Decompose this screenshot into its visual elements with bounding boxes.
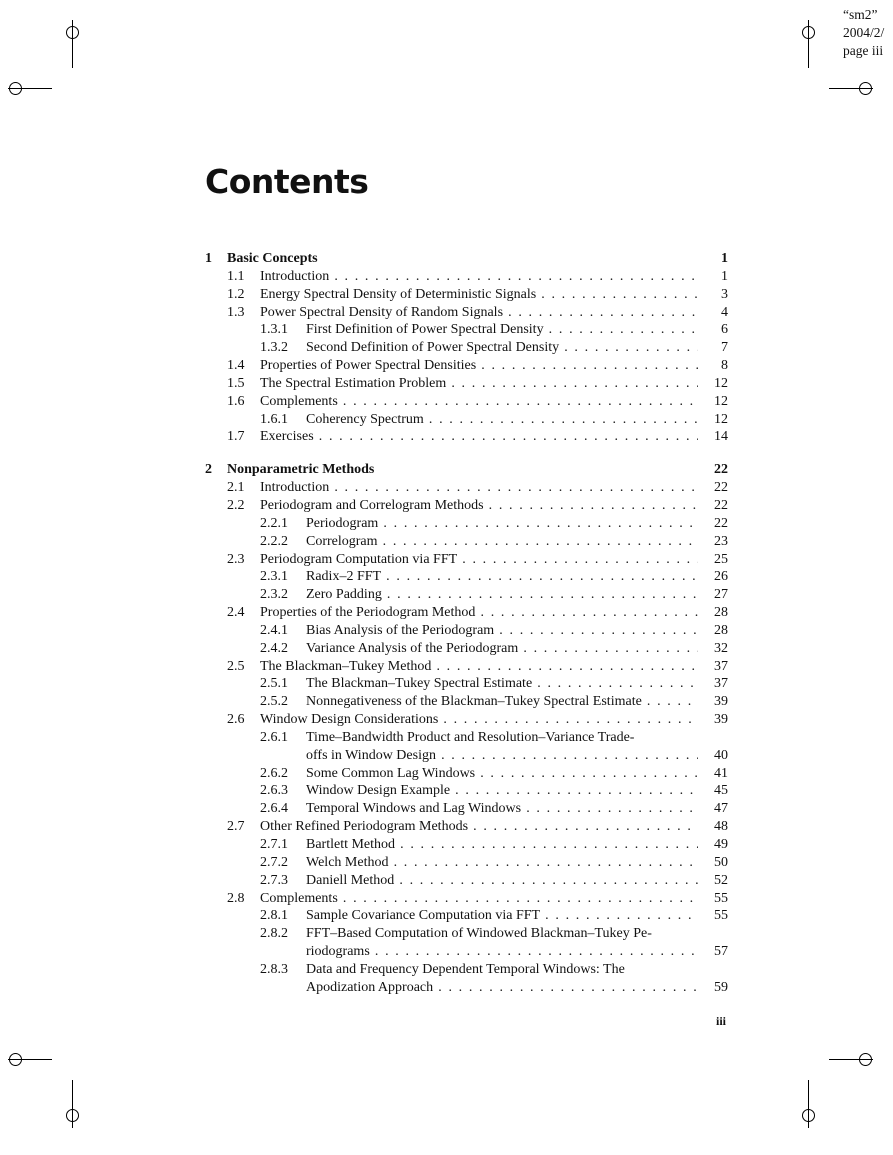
toc-entry-page: 59 <box>714 979 728 995</box>
toc-entry[interactable] <box>205 640 728 658</box>
toc-entry-page: 45 <box>714 783 728 799</box>
toc-entry-title: Exercises . . . <box>260 428 698 446</box>
toc-entry-title: Basic Concepts <box>227 251 318 266</box>
toc-entry-title: Window Design Example . . . <box>306 782 698 800</box>
toc-entry-title: Periodogram Computation via FFT . . . <box>260 551 698 569</box>
toc-entry[interactable] <box>205 551 728 569</box>
toc-entry-page: 8 <box>721 358 728 374</box>
toc-entry-title: Zero Padding . . . <box>306 586 698 604</box>
toc-entry-page: 39 <box>714 694 728 710</box>
toc-entry-title: Second Definition of Power Spectral Density . . . <box>306 339 698 357</box>
toc-entry-number: 2.5.2 <box>260 694 288 710</box>
toc-entry-number: 2.6.1 <box>260 729 288 745</box>
toc-entry-page: 28 <box>714 605 728 621</box>
toc-entry-number: 2.2.1 <box>260 515 288 531</box>
toc-entry[interactable] <box>205 872 728 890</box>
toc-entry[interactable] <box>205 729 728 747</box>
toc-entry-title: Temporal Windows and Lag Windows . . . <box>306 800 698 818</box>
toc-entry[interactable] <box>205 925 728 943</box>
toc-entry-title: Properties of Power Spectral Densities . . . <box>260 357 698 375</box>
toc-entry-title: Radix–2 FFT . . . <box>306 568 698 586</box>
toc-entry-number: 2.4.2 <box>260 640 288 656</box>
toc-entry-number: 1.4 <box>227 358 245 374</box>
toc-entry-number: 2.7 <box>227 819 245 835</box>
toc-entry[interactable] <box>205 800 728 818</box>
toc-entry-number: 2.3.2 <box>260 587 288 603</box>
toc-entry-page: 1 <box>721 251 728 266</box>
toc-entry-title: Energy Spectral Density of Deterministic Signals . . . <box>260 286 698 304</box>
toc-entry[interactable] <box>205 586 728 604</box>
toc-entry[interactable] <box>205 304 728 322</box>
toc-entry-page: 40 <box>714 747 728 763</box>
stamp-line-1: “sm2” <box>843 7 878 22</box>
toc-entry[interactable] <box>205 393 728 411</box>
toc-entry-number: 2.6.2 <box>260 765 288 781</box>
toc-entry-page: 22 <box>714 480 728 496</box>
toc-entry-number: 1 <box>205 251 212 266</box>
toc-entry-title: Properties of the Periodogram Method . . . <box>260 604 698 622</box>
toc-entry[interactable] <box>205 765 728 783</box>
toc-entry-title: Bias Analysis of the Periodogram . . . <box>306 622 698 640</box>
toc-entry-number: 2.8.3 <box>260 961 288 977</box>
toc-entry-page: 12 <box>714 375 728 391</box>
toc-entry-number: 2.8.1 <box>260 908 288 924</box>
toc-entry-number: 2.6 <box>227 712 245 728</box>
toc-entry[interactable] <box>205 515 728 533</box>
toc-entry-title: Variance Analysis of the Periodogram . . . <box>306 640 698 658</box>
toc-entry-page: 1 <box>721 268 728 284</box>
toc-entry-title: Time–Bandwidth Product and Resolution–Variance Trade- <box>306 729 635 745</box>
toc-entry-page: 14 <box>714 429 728 445</box>
stamp-line-2: 2004/2/ <box>843 25 885 40</box>
toc-entry-number: 1.2 <box>227 286 245 302</box>
toc-entry-title: Daniell Method . . . <box>306 872 698 890</box>
toc-entry[interactable] <box>205 268 728 286</box>
toc-entry-title: Coherency Spectrum . . . <box>306 411 698 429</box>
toc-entry-page: 57 <box>714 944 728 960</box>
toc-entry-number: 2.7.3 <box>260 872 288 888</box>
toc-entry-page: 12 <box>714 411 728 427</box>
toc-entry-title: Introduction . . . <box>260 479 698 497</box>
toc-entry-page: 22 <box>714 497 728 513</box>
toc-entry-number: 2.7.1 <box>260 837 288 852</box>
toc-entry[interactable] <box>205 711 728 729</box>
toc-entry-page: 22 <box>714 462 728 478</box>
toc-entry-page: 26 <box>714 569 728 585</box>
toc-entry-number: 2.8 <box>227 890 245 906</box>
toc-entry-number: 2.5.1 <box>260 676 288 692</box>
toc-entry[interactable] <box>205 286 728 304</box>
toc-entry-title: The Blackman–Tukey Method . . . <box>260 658 698 676</box>
toc-entry-title: Complements . . . <box>260 393 698 411</box>
toc-entry-number: 2.5 <box>227 658 245 674</box>
toc-entry-title: Some Common Lag Windows . . . <box>306 765 698 783</box>
toc-entry-title-cont: riodograms . . . <box>306 943 698 961</box>
page-title: Contents <box>205 162 369 201</box>
toc-entry-number: 1.6 <box>227 393 245 409</box>
toc-entry[interactable] <box>205 675 728 693</box>
toc-entry[interactable] <box>205 658 728 676</box>
toc-entry-number: 1.3.1 <box>260 322 288 338</box>
toc-entry-number: 2.6.3 <box>260 783 288 799</box>
toc-entry-title: Data and Frequency Dependent Temporal Windows: The <box>306 961 625 977</box>
toc-entry-title: Bartlett Method . . . <box>306 836 698 854</box>
toc-entry-number: 2.2 <box>227 497 245 513</box>
toc-entry-number: 1.3.2 <box>260 340 288 356</box>
toc-entry-number: 2.4.1 <box>260 622 288 638</box>
toc-entry-title: Correlogram . . . <box>306 533 698 551</box>
toc-entry[interactable] <box>205 961 728 979</box>
toc-entry-title: Nonnegativeness of the Blackman–Tukey Spectral Estimate . . . <box>306 693 698 711</box>
toc-entry[interactable] <box>205 836 728 854</box>
page-stamp <box>843 6 884 60</box>
toc-entry-page: 49 <box>714 837 728 852</box>
toc-entry-page: 52 <box>714 872 728 888</box>
toc-entry-page: 37 <box>714 658 728 674</box>
toc-entry-title: Sample Covariance Computation via FFT . . . <box>306 907 698 925</box>
toc-entry-page: 22 <box>714 515 728 531</box>
stamp-line-3: page iii <box>843 43 884 58</box>
toc-entry-title: Nonparametric Methods <box>227 462 375 478</box>
toc-entry-number: 2.3 <box>227 551 245 567</box>
toc-chapter[interactable] <box>205 461 728 479</box>
toc-entry-continuation[interactable] <box>205 979 728 997</box>
toc-entry-number: 2.8.2 <box>260 926 288 942</box>
toc-chapter[interactable] <box>205 250 728 268</box>
toc-entry-page: 28 <box>714 622 728 638</box>
toc-entry-page: 12 <box>714 393 728 409</box>
toc-entry-number: 2.2.2 <box>260 533 288 549</box>
toc-entry-number: 1.6.1 <box>260 411 288 427</box>
toc-entry-number: 2.1 <box>227 480 245 496</box>
toc-entry-page: 37 <box>714 676 728 692</box>
toc-entry[interactable] <box>205 357 728 375</box>
toc-entry[interactable] <box>205 818 728 836</box>
toc-entry-number: 2.6.4 <box>260 801 288 817</box>
page-number: iii <box>716 1014 727 1028</box>
toc-entry-number: 2.4 <box>227 605 245 621</box>
toc-entry[interactable] <box>205 479 728 497</box>
table-of-contents <box>205 250 728 997</box>
toc-entry-page: 39 <box>714 712 728 728</box>
toc-entry[interactable] <box>205 411 728 429</box>
toc-entry[interactable] <box>205 890 728 908</box>
toc-entry-title-cont: Apodization Approach . . . <box>306 979 698 997</box>
toc-entry[interactable] <box>205 375 728 393</box>
toc-entry-page: 23 <box>714 533 728 549</box>
toc-entry[interactable] <box>205 568 728 586</box>
toc-entry-title: Power Spectral Density of Random Signals . . . <box>260 304 698 322</box>
toc-entry-page: 47 <box>714 801 728 817</box>
toc-entry-title: Periodogram and Correlogram Methods . . . <box>260 497 698 515</box>
toc-entry-page: 48 <box>714 819 728 835</box>
toc-entry-title: Window Design Considerations . . . <box>260 711 698 729</box>
toc-entry-page: 6 <box>721 322 728 338</box>
toc-entry-title: Complements . . . <box>260 890 698 908</box>
toc-entry[interactable] <box>205 622 728 640</box>
toc-entry[interactable] <box>205 321 728 339</box>
toc-entry[interactable] <box>205 604 728 622</box>
toc-entry-title: Periodogram . . . <box>306 515 698 533</box>
toc-entry[interactable] <box>205 907 728 925</box>
toc-entry-title-cont: offs in Window Design . . . <box>306 747 698 765</box>
toc-entry[interactable] <box>205 497 728 515</box>
toc-entry-title: The Spectral Estimation Problem . . . <box>260 375 698 393</box>
toc-entry-page: 4 <box>721 304 728 320</box>
toc-entry-number: 1.7 <box>227 429 245 445</box>
toc-entry-page: 32 <box>714 640 728 656</box>
toc-entry-page: 27 <box>714 587 728 603</box>
toc-entry-continuation[interactable] <box>205 943 728 961</box>
toc-entry-page: 25 <box>714 551 728 567</box>
toc-entry-page: 41 <box>714 765 728 781</box>
toc-entry[interactable] <box>205 782 728 800</box>
toc-entry[interactable] <box>205 693 728 711</box>
toc-entry[interactable] <box>205 339 728 357</box>
toc-entry-title: The Blackman–Tukey Spectral Estimate . . . <box>306 675 698 693</box>
toc-entry-title: Welch Method . . . <box>306 854 698 872</box>
toc-entry-number: 1.5 <box>227 375 245 391</box>
toc-entry[interactable] <box>205 428 728 446</box>
toc-entry-continuation[interactable] <box>205 747 728 765</box>
toc-entry-page: 3 <box>721 286 728 302</box>
toc-entry-page: 55 <box>714 890 728 906</box>
toc-entry[interactable] <box>205 854 728 872</box>
toc-entry-title: First Definition of Power Spectral Density . . . <box>306 321 698 339</box>
toc-entry-number: 1.1 <box>227 268 245 284</box>
toc-entry[interactable] <box>205 533 728 551</box>
toc-entry-number: 1.3 <box>227 304 245 320</box>
toc-entry-title: FFT–Based Computation of Windowed Blackman–Tukey Pe- <box>306 926 652 942</box>
toc-entry-number: 2 <box>205 462 212 478</box>
toc-entry-page: 55 <box>714 908 728 924</box>
toc-entry-page: 7 <box>721 340 728 356</box>
toc-entry-number: 2.7.2 <box>260 854 288 870</box>
toc-entry-title: Introduction . . . <box>260 268 698 286</box>
toc-entry-number: 2.3.1 <box>260 569 288 585</box>
toc-entry-page: 50 <box>714 854 728 870</box>
toc-entry-title: Other Refined Periodogram Methods . . . <box>260 818 698 836</box>
